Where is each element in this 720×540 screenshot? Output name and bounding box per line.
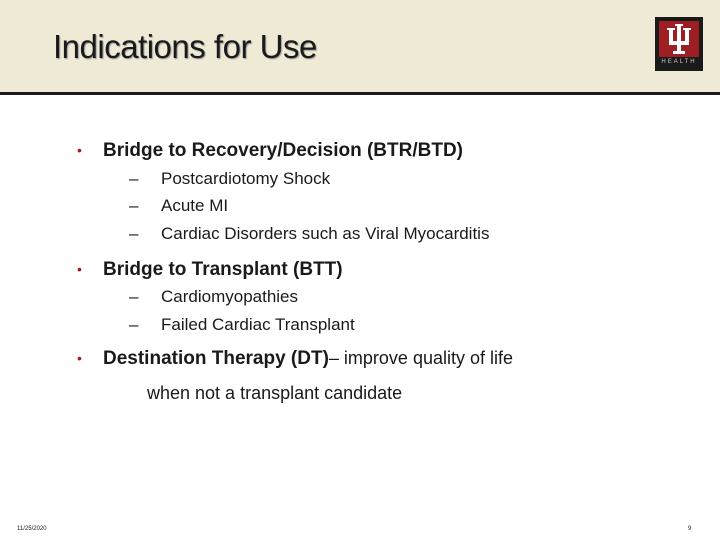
sub-bullet-failed-transplant: Failed Cardiac Transplant	[161, 315, 355, 334]
sub-bullet-marker: –	[129, 224, 139, 243]
bullet-marker: •	[77, 142, 82, 158]
bullet-marker: •	[77, 261, 82, 277]
sub-bullet-cardiomyopathies: Cardiomyopathies	[161, 287, 299, 306]
sub-bullet-marker: –	[129, 169, 139, 188]
bullet-btr-btd: Bridge to Recovery/Decision (BTR/BTD)	[103, 140, 463, 161]
sub-bullet-marker: –	[129, 287, 139, 306]
sub-bullet-postcardiotomy: Postcardiotomy Shock	[161, 169, 331, 188]
destination-therapy-label: Destination Therapy (DT)	[103, 348, 329, 369]
slide-title: Indications for Use	[53, 28, 317, 65]
footer-date: 11/25/2020	[17, 526, 47, 532]
destination-therapy-continuation: when not a transplant candidate	[147, 383, 403, 403]
header-divider	[0, 92, 720, 95]
bullet-marker: •	[77, 350, 82, 366]
sub-bullet-viral-myocarditis: Cardiac Disorders such as Viral Myocarditis	[161, 224, 490, 243]
logo-wordmark: HEALTH	[661, 59, 697, 65]
destination-therapy-description: – improve quality of life	[328, 348, 513, 368]
bullet-destination-therapy	[103, 348, 513, 370]
sub-bullet-marker: –	[129, 315, 139, 334]
iu-health-logo	[655, 17, 703, 71]
page-number: 9	[688, 526, 692, 532]
sub-bullet-acute-mi: Acute MI	[161, 196, 229, 215]
trident-icon	[659, 21, 699, 57]
bullet-btt: Bridge to Transplant (BTT)	[103, 259, 343, 280]
sub-bullet-marker: –	[129, 196, 139, 215]
